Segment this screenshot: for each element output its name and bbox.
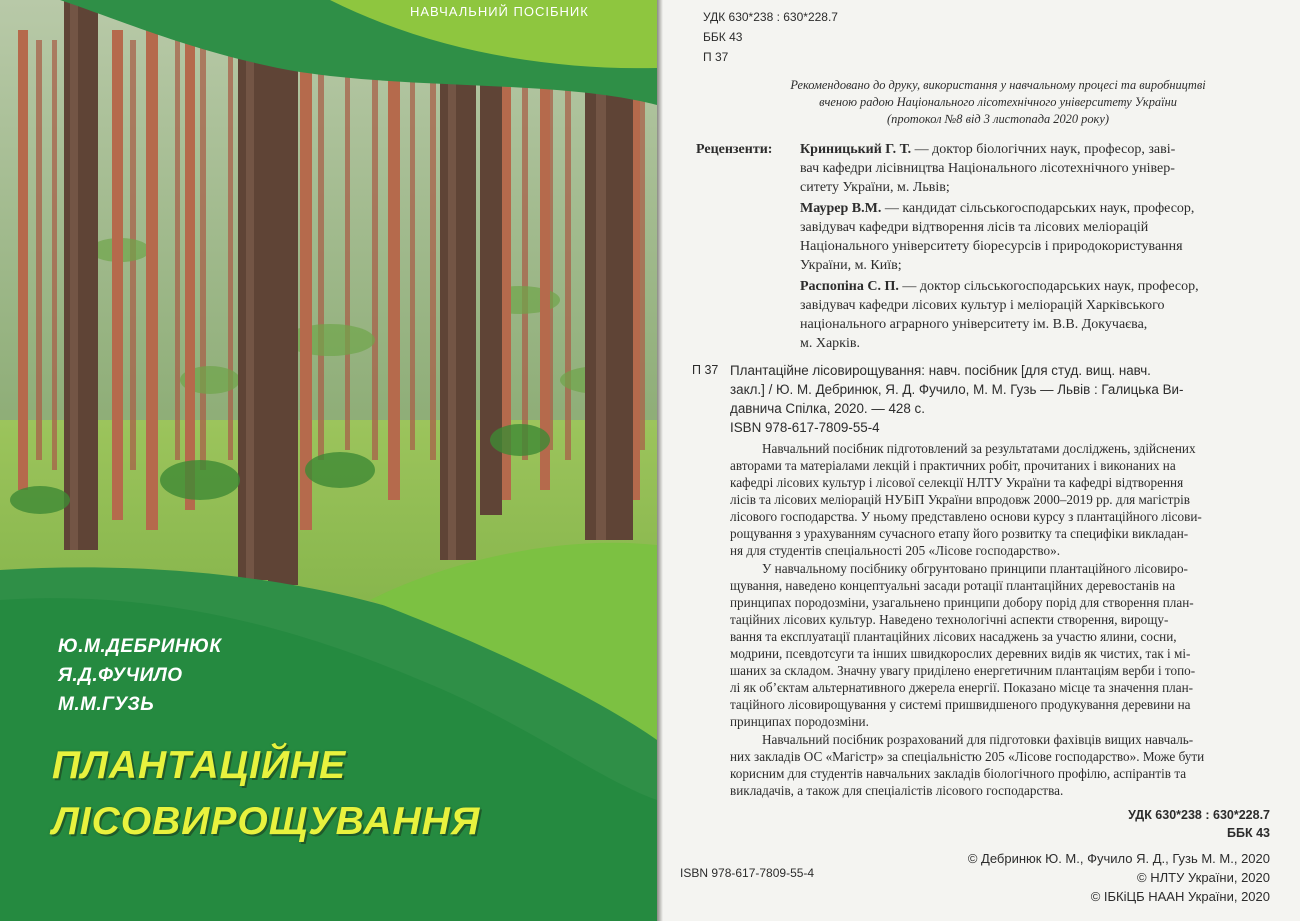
reviewer-name: Криницький Г. Т. — [800, 142, 912, 157]
abstract-line: авторами та матеріалами лекцій і практичних робіт, прочитаних і виконаних на — [730, 458, 1176, 473]
abstract-line: принципах породозміни. — [730, 714, 869, 729]
abstract-line: Навчальний посібник підготовлений за результатами досліджень, здійснених — [762, 441, 1196, 456]
bbk-code: ББК 43 — [1227, 826, 1270, 840]
abstract-line: шаних за складом. Значну увагу приділено енергетичним плантаціям верби і топо- — [730, 663, 1196, 678]
abstract-line: лі як об’єктам альтернативного джерела енергії. Показано місце та значення план- — [730, 680, 1194, 695]
abstract-line: них закладів ОС «Магістр» за спеціальністю 205 «Лісове господарство». Може бути — [730, 749, 1205, 764]
copyright-line: © Дебринюк Ю. М., Фучило Я. Д., Гузь М. М., 2020 — [967, 851, 1270, 866]
cover-author: М.М.ГУЗЬ — [58, 694, 155, 715]
abstract-line: Навчальний посібник розрахований для підготовки фахівців вищих навчаль- — [762, 732, 1194, 747]
reviewer-text: вач кафедри лісівництва Національного лісотехнічного універ- — [800, 161, 1175, 176]
cover-title-line: ПЛАНТАЦІЙНЕ — [52, 744, 347, 787]
abstract-line: принципах породозміни, узагальнено принципи добору порід для створення план- — [730, 595, 1194, 610]
reviewer-entry — [800, 201, 1194, 217]
cover-title-line: ЛІСОВИРОЩУВАННЯ — [52, 800, 481, 843]
abstract-line: рощування з урахуванням сучасного етапу його розвитку та специфіки викладан- — [730, 526, 1189, 541]
catalog-line: Плантаційне лісовирощування: навч. посібник [для студ. вищ. навч. — [730, 363, 1151, 378]
reviewer-text: України, м. Київ; — [800, 258, 902, 273]
recommendation-line: Рекомендовано до друку, використання у навчальному процесі та виробництві — [790, 78, 1206, 92]
title-verso-page — [658, 0, 1300, 921]
recommendation-line: (протокол №8 від 3 листопада 2020 року) — [887, 112, 1109, 126]
reviewer-name: Маурер В.М. — [800, 201, 882, 216]
series-label: НАВЧАЛЬНИЙ ПОСІБНИК — [410, 4, 589, 19]
abstract-line: корисним для студентів навчальних закладів біологічного профілю, аспірантів та — [730, 766, 1187, 781]
isbn: ISBN 978-617-7809-55-4 — [730, 420, 880, 435]
abstract-line: щування, наведено концептуальні засади ротації плантаційних деревостанів на — [730, 578, 1176, 593]
cover-author: Ю.М.ДЕБРИНЮК — [58, 636, 222, 657]
catalog-line: закл.] / Ю. М. Дебринюк, Я. Д. Фучило, М. М. Гузь — Львів : Галицька Ви- — [730, 382, 1184, 397]
abstract-line: вання та експлуатації плантаційних лісових насаджень за участю ялини, сосни, — [730, 629, 1177, 644]
reviewer-text: завідувач кафедри лісових культур і меліорацій Харківського — [800, 298, 1165, 313]
abstract-line: викладачів, а також для спеціалістів лісового господарства. — [730, 783, 1064, 798]
abstract-line: У навчальному посібнику обгрунтовано принципи плантаційного лісовиро- — [762, 561, 1188, 576]
reviewers-label: Рецензенти: — [696, 142, 773, 157]
reviewer-text: — доктор біологічних наук, професор, заві- — [911, 142, 1176, 157]
udk-code: УДК 630*238 : 630*228.7 — [703, 10, 838, 24]
reviewer-entry — [800, 142, 1175, 158]
abstract-line: таційних лісових культур. Наведено технологічні аспекти створення, вирощу- — [730, 612, 1169, 627]
bbk-code: ББК 43 — [703, 30, 743, 44]
reviewer-name: Распопіна С. П. — [800, 279, 899, 294]
reviewer-text: ситету України, м. Львів; — [800, 180, 950, 195]
recommendation-line: вченою радою Національного лісотехнічного університету України — [819, 95, 1177, 109]
catalog-code: П 37 — [692, 363, 719, 377]
reviewer-text: м. Харків. — [800, 336, 860, 351]
reviewer-text: Національного університету біоресурсів і природокористування — [800, 239, 1183, 254]
abstract-line: лісового господарства. У ньому представлено основи курсу з плантаційного лісови- — [730, 509, 1202, 524]
copyright-line: © НЛТУ України, 2020 — [1137, 870, 1270, 885]
reviewer-text: — доктор сільськогосподарських наук, професор, — [898, 279, 1199, 294]
isbn: ISBN 978-617-7809-55-4 — [680, 866, 815, 880]
udk-code: УДК 630*238 : 630*228.7 — [1128, 808, 1270, 822]
abstract-line: кафедрі лісових культур і лісової селекції НЛТУ України та кафедрі відтворення — [730, 475, 1184, 490]
reviewer-text: завідувач кафедри відтворення лісів та лісових меліорацій — [800, 220, 1149, 235]
cover-author: Я.Д.ФУЧИЛО — [58, 665, 183, 686]
catalog-line: давнича Спілка, 2020. — 428 с. — [730, 401, 925, 416]
abstract-line: ня для студентів спеціальності 205 «Лісове господарство». — [730, 543, 1061, 558]
author-mark: П 37 — [703, 50, 729, 64]
abstract-line: таційного лісовирощування у системі пришвидшеного продукування деревини на — [730, 697, 1191, 712]
reviewer-text: національного аграрного університету ім. В.В. Докучаєва, — [800, 317, 1148, 332]
abstract-line: модрини, псевдотсуги та інших швидкорослих деревних видів як чистих, так і мі- — [730, 646, 1191, 661]
reviewer-entry — [800, 279, 1199, 295]
reviewer-text: — кандидат сільськогосподарських наук, професор, — [881, 201, 1195, 216]
abstract-line: лісів та лісових меліорацій НУБіП України впродовж 2000–2019 рр. для магістрів — [730, 492, 1190, 507]
page-gutter-shadow — [657, 0, 663, 921]
copyright-line: © ІБКіЦБ НААН України, 2020 — [1090, 889, 1270, 904]
